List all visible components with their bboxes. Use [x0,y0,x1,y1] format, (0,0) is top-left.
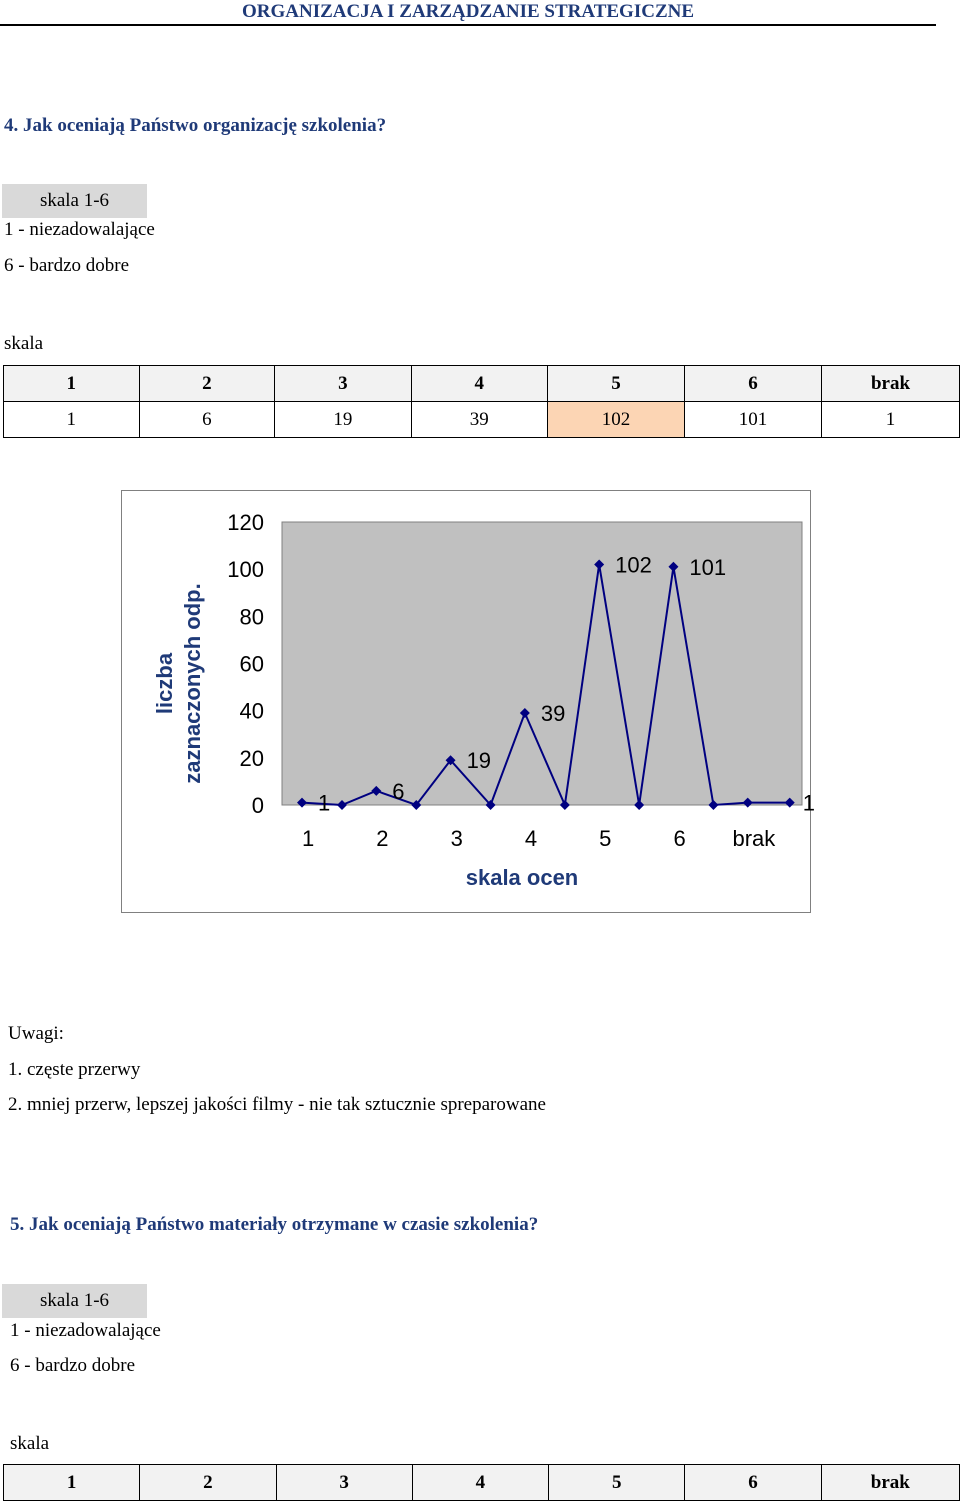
table-header-cell: 1 [4,1465,140,1501]
x-axis-title: skala ocen [465,865,579,890]
table-cell: 39 [411,402,547,438]
q4-scale-label: skala [4,333,44,354]
chart-frame [121,490,815,913]
table-cell-highlighted: 102 [547,402,684,438]
q5-results-table [3,1464,960,1501]
data-label: 19 [466,748,492,774]
q4-scale-high: 6 - bardzo dobre [4,255,130,276]
table-header-cell: 5 [547,366,684,402]
table-header-cell: 3 [275,366,411,402]
data-label: 6 [392,778,405,804]
q4-scale-title: skala 1-6 [2,184,147,218]
data-label: 102 [615,552,652,578]
x-tick-label: 3 [450,826,463,851]
q4-scale-low: 1 - niezadowalające [4,219,155,240]
table-row [4,402,960,438]
q5-scale-title: skala 1-6 [2,1284,147,1318]
table-header-row [4,366,960,402]
document-header: ORGANIZACJA I ZARZĄDZANIE STRATEGICZNE [241,1,695,22]
x-tick-label: 5 [599,826,612,851]
y-axis-title-line: liczba [152,652,177,715]
table-header-cell: 1 [4,366,140,402]
data-label: 1 [802,790,815,816]
table-cell: 19 [275,402,411,438]
table-header-cell: 6 [684,366,821,402]
data-label: 101 [689,554,727,580]
data-label: 39 [540,701,566,727]
y-tick-label: 40 [239,698,264,724]
table-cell: 6 [139,402,275,438]
question-4-title: 4. Jak oceniają Państwo organizację szkolenia? [4,115,387,136]
remark-item: 2. mniej przerw, lepszej jakości filmy - nie tak sztucznie spreparowane [8,1094,546,1115]
y-tick-label: 60 [239,651,264,677]
data-label: 1 [318,790,331,816]
q5-scale-label: skala [10,1433,50,1454]
remark-item: 1. częste przerwy [8,1059,141,1080]
y-axis-title [152,583,205,783]
remarks-title: Uwagi: [8,1023,64,1044]
table-header-cell: brak [821,1465,959,1501]
y-axis-title-line: zaznaczonych odp. [180,583,205,784]
line-chart [122,491,815,912]
y-tick-labels [227,510,264,818]
y-tick-label: 20 [239,745,264,771]
q5-scale-low: 1 - niezadowalające [10,1320,161,1341]
x-tick-label: 6 [673,826,686,851]
table-header-cell: 6 [685,1465,821,1501]
y-tick-label: 100 [227,557,264,583]
header-divider [0,24,936,26]
x-tick-labels [302,826,776,851]
table-cell: 1 [822,402,960,438]
table-header-cell: 5 [549,1465,685,1501]
q5-scale-high: 6 - bardzo dobre [10,1355,136,1376]
table-header-cell: brak [822,366,960,402]
y-tick-label: 120 [227,510,264,535]
table-header-cell: 3 [276,1465,412,1501]
x-tick-label: 2 [376,826,389,851]
table-header-cell: 2 [139,366,275,402]
x-tick-label: brak [732,826,776,851]
question-5-title: 5. Jak oceniają Państwo materiały otrzymane w czasie szkolenia? [10,1214,539,1235]
table-header-row [4,1465,960,1501]
x-tick-label: 1 [302,826,315,851]
table-header-cell: 4 [411,366,547,402]
q4-results-table [3,365,960,438]
y-tick-label: 80 [239,604,264,630]
y-axis-title-group [152,583,205,783]
table-header-cell: 4 [412,1465,548,1501]
table-cell: 101 [684,402,821,438]
y-tick-label: 0 [251,793,264,818]
table-cell: 1 [4,402,140,438]
plot-area [282,522,815,816]
table-header-cell: 2 [140,1465,276,1501]
x-tick-label: 4 [524,826,538,851]
